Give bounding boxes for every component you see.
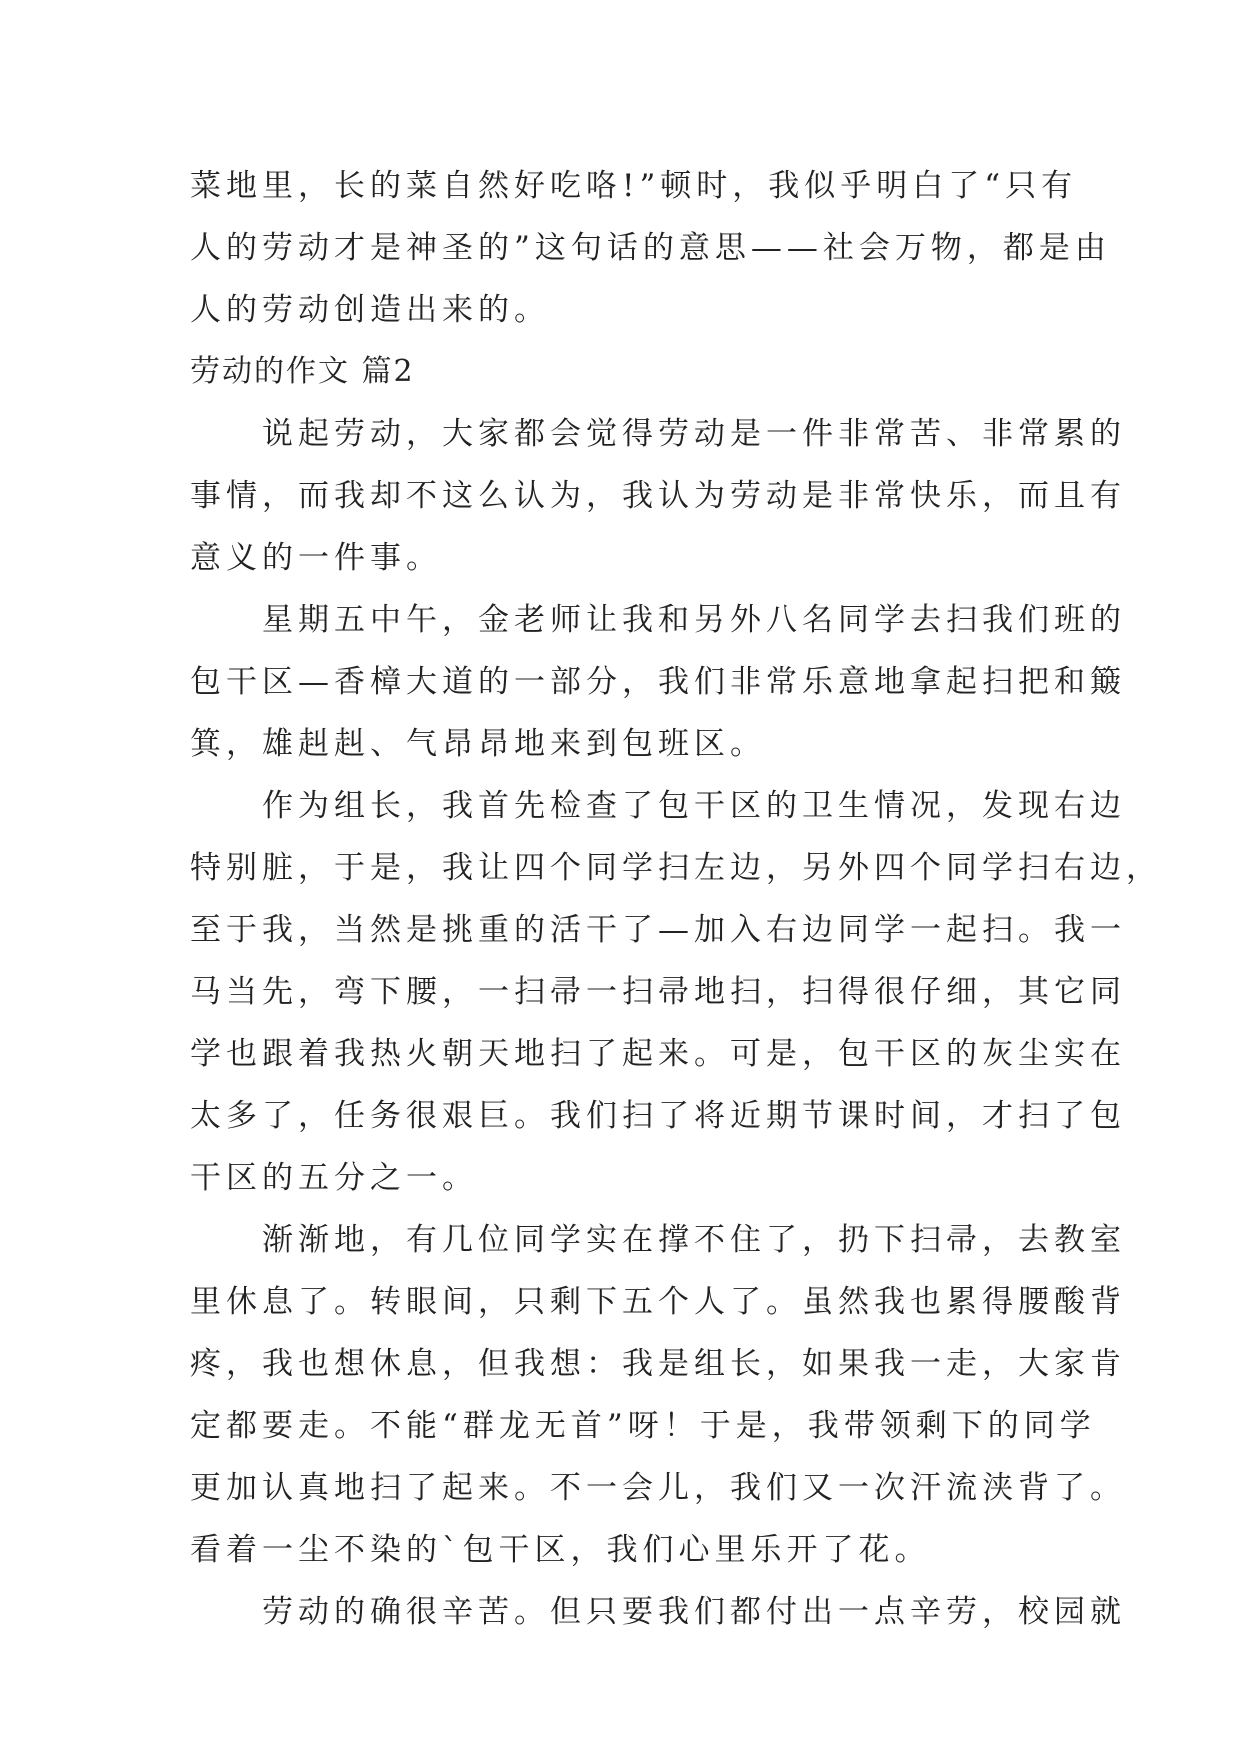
text-line: 人的劳动创造出来的。 [190,292,550,328]
text-line: 疼，我也想休息，但我想：我是组长，如果我一走，大家肯 [190,1346,1126,1382]
text-line: 定都要走。不能“群龙无首”呀！于是，我带领剩下的同学 [190,1408,1096,1444]
text-line: 星期五中午，金老师让我和另外八名同学去扫我们班的 [190,602,1126,638]
text-line: 渐渐地，有几位同学实在撑不住了，扔下扫帚，去教室 [190,1222,1126,1258]
text-line: 马当先，弯下腰，一扫帚一扫帚地扫，扫得很仔细，其它同 [190,974,1126,1010]
document-page [190,155,1162,1643]
text-line: 事情，而我却不这么认为，我认为劳动是非常快乐，而且有 [190,478,1126,514]
text-line: 至于我，当然是挑重的活干了—加入右边同学一起扫。我一 [190,912,1126,948]
text-line: 看着一尘不染的`包干区，我们心里乐开了花。 [190,1532,931,1568]
text-line: 说起劳动，大家都会觉得劳动是一件非常苦、非常累的 [190,416,1126,452]
text-line: 干区的五分之一。 [190,1160,478,1196]
text-line: 学也跟着我热火朝天地扫了起来。可是，包干区的灰尘实在 [190,1036,1126,1072]
text-line: 里休息了。转眼间，只剩下五个人了。虽然我也累得腰酸背 [190,1284,1126,1320]
text-line: 劳动的确很辛苦。但只要我们都付出一点辛劳，校园就 [190,1594,1126,1630]
text-line: 更加认真地扫了起来。不一会儿，我们又一次汗流浃背了。 [190,1470,1126,1506]
text-line: 太多了，任务很艰巨。我们扫了将近期节课时间，才扫了包 [190,1098,1126,1134]
text-line: 包干区—香樟大道的一部分，我们非常乐意地拿起扫把和簸 [190,664,1126,700]
text-line: 菜地里，长的菜自然好吃咯!”顿时，我似乎明白了“只有 [190,168,1078,204]
text-line: 特别脏，于是，我让四个同学扫左边，另外四个同学扫右边， [190,850,1162,886]
section-heading: 劳动的作文 篇2 [190,354,415,389]
text-line: 箕，雄赳赳、气昂昂地来到包班区。 [190,726,766,762]
text-line: 作为组长，我首先检查了包干区的卫生情况，发现右边 [190,788,1126,824]
text-line: 人的劳动才是神圣的”这句话的意思——社会万物，都是由 [190,230,1111,266]
text-line: 意义的一件事。 [190,540,442,576]
